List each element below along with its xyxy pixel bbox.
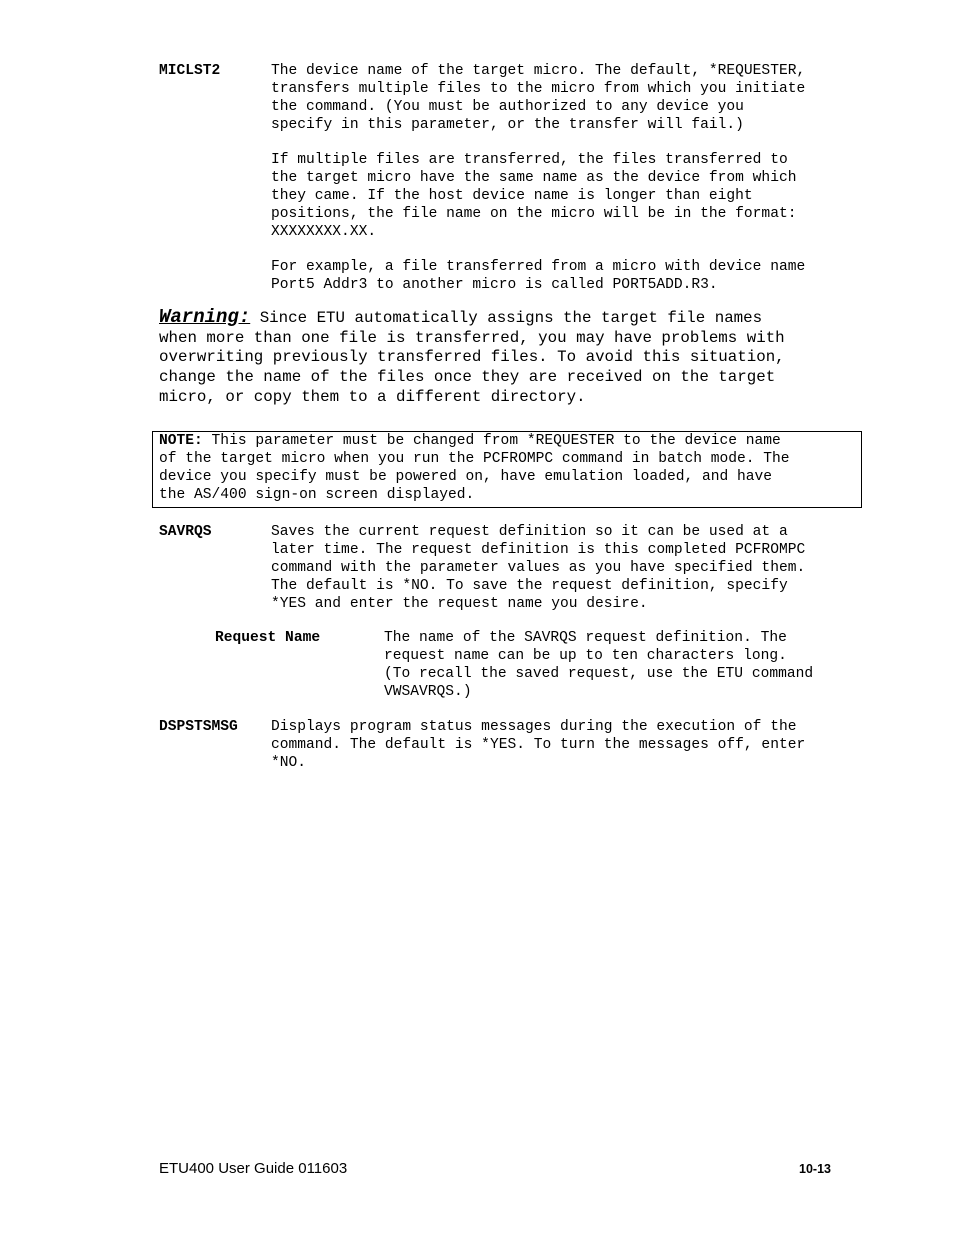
param-description — [271, 63, 851, 295]
paragraph: If multiple files are transferred, the files transferred to the target micro have the same name as the device from which they came. If the host device name is longer than eight positions, the file name on the micro will be in the format: XXXXXXXX.XX. — [271, 152, 797, 240]
param-term: SAVRQS — [159, 524, 212, 540]
paragraph: Saves the current request definition so it can be used at a later time. The request definition is this completed PCFROMPC command with the parameter values as you have specified them. The default is *NO. To save the request definition, specify *YES and enter the request name you desire. — [271, 524, 806, 612]
param-description — [271, 719, 851, 773]
warning-text: Since ETU automatically assigns the target file names when more than one file is transferred, you may have problems with overwriting previously transferred files. To avoid this situation, change the name of the files once they are received on the target micro, or copy them to a different directory. — [159, 309, 785, 406]
param-description — [384, 630, 954, 702]
paragraph: For example, a file transferred from a micro with device name Port5 Addr3 to another micro is called PORT5ADD.R3. — [271, 259, 806, 294]
note-text: This parameter must be changed from *REQUESTER to the device name of the target micro when you run the PCFROMPC command in batch mode. The device you specify must be powered on, have emulation loaded, and have the AS/400 sign-on screen displayed. — [159, 433, 790, 503]
footer-page-number: 10-13 — [799, 1162, 831, 1176]
note-label: NOTE: — [159, 433, 203, 449]
param-description — [271, 524, 851, 614]
paragraph: The device name of the target micro. The default, *REQUESTER, transfers multiple files to the micro from which you initiate the command. (You must be authorized to any device you specify in this parameter, or the transfer will fail.) — [271, 63, 806, 133]
note-box — [152, 431, 862, 508]
param-term: Request Name — [215, 630, 321, 646]
footer-guide-title: ETU400 User Guide 011603 — [159, 1160, 348, 1177]
paragraph: Displays program status messages during the execution of the command. The default is *YES. To turn the messages off, enter *NO. — [271, 719, 806, 771]
warning-block — [159, 308, 859, 408]
paragraph: The name of the SAVRQS request definition. The request name can be up to ten characters long. (To recall the saved request, use the ETU command VWSAVRQS.) — [384, 630, 814, 700]
param-term: DSPSTSMSG — [159, 719, 238, 735]
warning-label: Warning: — [159, 306, 251, 328]
param-term: MICLST2 — [159, 63, 221, 79]
